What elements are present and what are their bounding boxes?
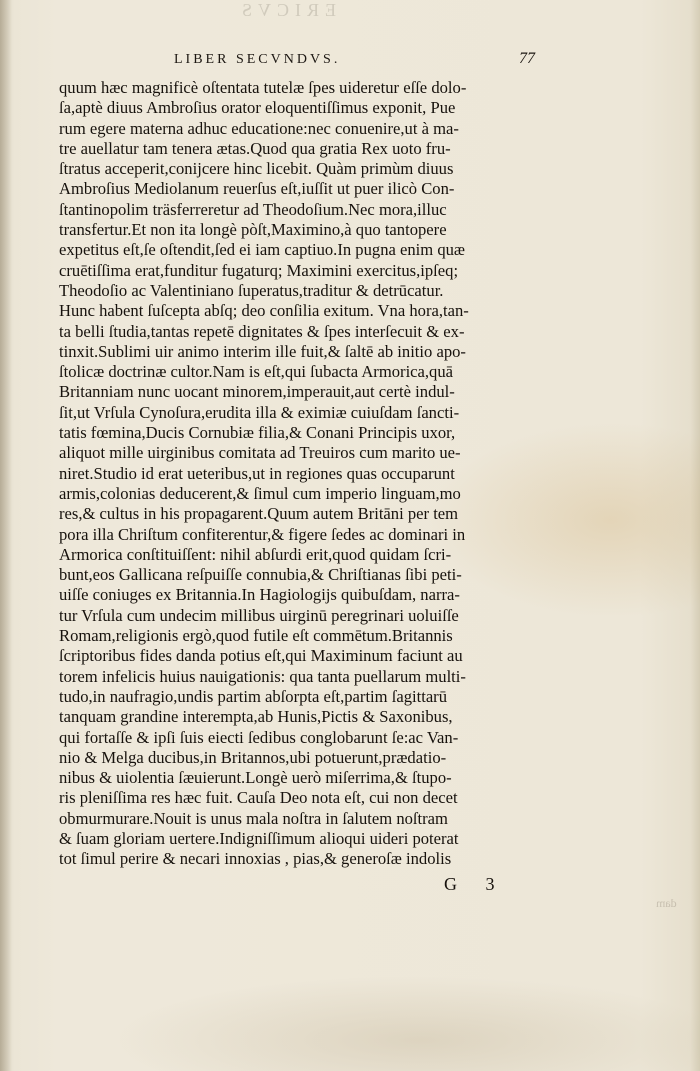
text-line: Armorica conſtituiſſent: nihil abſurdi erit,quod quidam ſcri- [59,544,452,564]
text-line: ſtolicæ doctrinæ cultor.Nam is eſt,qui ſubacta Armorica,quā [59,362,454,382]
text-line: Ambroſius Mediolanum reuerſus eſt,iuſſit ut puer ilicò Con- [59,179,455,199]
text-line: tanquam grandine interempta,ab Hunis,Pictis & Saxonibus, [59,707,453,727]
text-line: qui fortaſſe & ipſi ſuis eiecti ſedibus conglobarunt ſe:ac Van- [59,727,459,747]
text-line: torem infelicis huius nauigationis: qua tanta puellarum multi- [59,666,466,686]
text-line: uiſſe coniuges ex Britannia.In Hagiologijs quibuſdam, narra- [59,585,460,605]
text-line: ſtantinopolim träsferreretur ad Theodoſium.Nec mora,illuc [59,199,447,219]
text-line: Romam,religionis ergò,quod futile eſt commētum.Britannis [59,626,453,646]
text-line: cruētiſſima erat,funditur fugaturq; Maximini exercitus,ipſeq; [59,260,459,280]
text-line: quum hæc magnificè oſtentata tutelæ ſpes uideretur eſſe dolo- [59,78,467,97]
text-line: Britanniam nunc uocant minorem,imperauit,aut certè indul- [59,382,455,402]
signature-mark: G 3 [444,874,507,894]
text-line: transfertur.Et non ita longè pòſt,Maximino,à quo tantopere [59,220,447,240]
text-line: pora illa Chriſtum confiterentur,& figere ſedes ac dominari in [59,524,466,544]
text-line: Theodoſio ac Valentiniano ſuperatus,traditur & detrūcatur. [59,280,444,300]
text-line: Hunc habent ſuſcepta abſq; deo conſilia exitum. Vna hora,tan- [59,301,469,321]
text-line: ta belli ſtudia,tantas repetē dignitates & ſpes interſecuit & ex- [59,321,465,341]
text-line: niret.Studio id erat ueteribus,ut in regiones quas occuparunt [59,463,455,483]
text-line: ſa,aptè diuus Ambroſius orator eloquentiſſimus exponit, Pue [59,98,456,118]
text-line: tatis fœmina,Ducis Cornubiæ filia,& Conani Principis uxor, [59,423,456,443]
text-line: expetitus eſt,ſe oſtendit,ſed ei iam captiuo.In pugna enim quæ [59,240,465,260]
text-line: nibus & uiolentia ſæuierunt.Longè uerò miſerrima,& ſtupo- [59,768,452,788]
text-line: aliquot mille uirginibus comitata ad Treuiros cum marito ue- [59,443,461,463]
text-line: ſcriptoribus fides danda potius eſt,qui Maximinum faciunt au [59,646,463,666]
text-line: ſtratus acceperit,conijcere hinc licebit. Quàm primùm diuus [59,159,454,179]
gutter-shadow [0,0,12,1071]
bleed-through-corner-text: dam [656,896,677,910]
text-line: tinxit.Sublimi uir animo interim ille fuit,& ſaltē ab initio apo- [59,341,466,361]
text-line: ſit,ut Vrſula Cynoſura,erudita illa & eximiæ cuiuſdam ſancti- [59,402,460,422]
text-line: res,& cultus in his propagarent.Quum autem Britāni per tem [59,504,459,524]
page-header [60,50,535,72]
text-line: & ſuam gloriam uertere.Indigniſſimum alioqui uideri poterat [59,828,459,848]
text-line: tot ſimul perire & necari innoxias , pias,& generoſæ indolis [59,849,452,869]
text-line: rum egere materna adhuc educatione:nec conuenire,ut à ma- [59,118,459,138]
text-line: armis,colonias deducerent,& ſimul cum imperio linguam,mo [59,483,461,503]
bleed-through-text: ERICVS [236,0,337,20]
text-line: tur Vrſula cum undecim millibus uirginū peregrinari uoluiſſe [59,605,459,625]
text-line: nio & Melga ducibus,in Britannos,ubi potuerunt,prædatio- [59,747,447,767]
page-number: 77 [519,50,535,67]
text-line: tudo,in naufragio,undis partim abſorpta eſt,partim ſagittarū [59,686,448,706]
running-title: LIBER SECVNDVS. [174,52,341,67]
text-line: bunt,eos Gallicana reſpuiſſe connubia,& Chriſtianas ſibi peti- [59,565,462,585]
text-line: tre auellatur tam tenera ætas.Quod qua gratia Rex uoto fru- [59,138,451,158]
text-line: ris pleniſſima res hæc fuit. Cauſa Deo nota eſt, cui non decet [59,788,458,808]
text-line: obmurmurare.Nouit is unus mala noſtra in ſalutem noſtram [59,808,448,828]
body-text [59,78,529,870]
